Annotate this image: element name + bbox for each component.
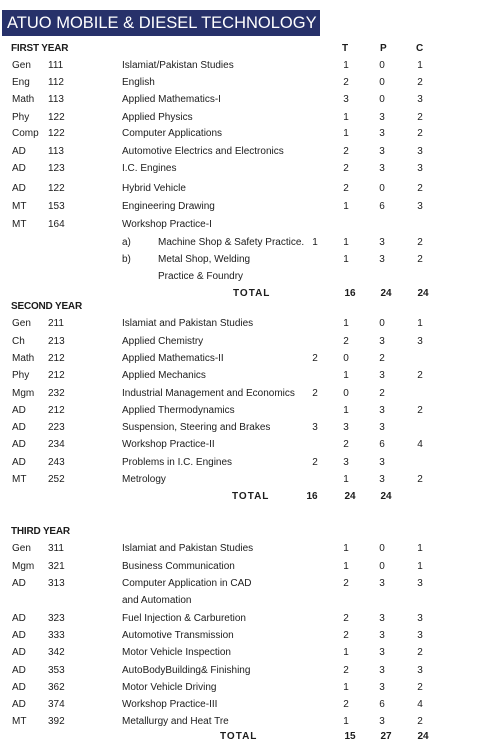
course-code: 153 [48,201,65,212]
total-practical: 27 [380,731,392,742]
course-dept: Math [12,94,35,105]
total-theory: 16 [344,288,356,299]
course-theory-hours: 2 [343,613,349,624]
course-theory-hours: 1 [343,60,349,71]
course-subject: and Automation [122,595,192,606]
course-credit-hours: 2 [417,112,423,123]
course-practical-hours: 3 [379,370,385,381]
course-dept: AD [12,578,26,589]
course-theory-hours: 1 [343,561,349,572]
course-code: 212 [48,370,65,381]
course-subject: Automotive Electrics and Electronics [122,146,284,157]
course-dept: AD [12,665,26,676]
total-label: TOTAL [233,288,271,299]
course-credit-hours: 3 [417,336,423,347]
course-subject: Metal Shop, Welding [158,254,251,265]
column-header-t: T [342,43,349,54]
course-credit-hours: 3 [417,146,423,157]
course-theory-hours: 1 [343,318,349,329]
course-practical-hours: 0 [379,60,385,71]
course-practical-hours: 3 [379,682,385,693]
total-label: TOTAL [220,731,258,742]
course-code: 113 [48,94,64,105]
course-credit-hours: 4 [417,699,423,710]
course-practical-hours: 3 [379,665,385,676]
course-credit-hours: 1 [417,543,423,554]
course-subject: Computer Applications [122,128,223,139]
course-subject: English [122,77,155,88]
course-practical-hours: 6 [379,201,385,212]
course-code: 122 [48,112,65,123]
sub-item-label: a) [122,237,131,248]
course-dept: AD [12,163,26,174]
course-code: 223 [48,422,65,433]
course-subject: Practice & Foundry [158,271,244,282]
total-practical: 24 [380,288,392,299]
course-subject: Motor Vehicle Inspection [122,647,231,658]
course-theory-hours: 1 [343,716,349,727]
course-dept: AD [12,457,26,468]
course-subject: Applied Mathematics-I [122,94,221,105]
course-code: 392 [48,716,65,727]
course-subject: Machine Shop & Safety Practice. [158,237,305,248]
course-theory-hours: 2 [343,336,349,347]
course-practical-hours: 2 [379,388,385,399]
course-dept: Eng [12,77,30,88]
course-dept: Ch [12,336,25,347]
course-credit-hours: 3 [417,665,423,676]
total-practical: 24 [380,491,392,502]
course-theory-hours: 2 [343,183,349,194]
course-theory-hours: 0 [343,353,349,364]
course-theory-hours: 3 [343,422,349,433]
section-heading: SECOND YEAR [11,301,82,312]
course-credit-hours: 2 [417,183,423,194]
course-extra-hours: 1 [312,237,318,248]
course-credit-hours: 3 [417,578,423,589]
sub-item-label: b) [122,254,131,265]
course-subject: Applied Mechanics [122,370,206,381]
course-code: 342 [48,647,65,658]
course-code: 243 [48,457,65,468]
total-credit: 24 [417,288,429,299]
course-credit-hours: 2 [417,237,423,248]
course-credit-hours: 2 [417,370,423,381]
course-dept: AD [12,613,26,624]
course-subject: AutoBodyBuilding& Finishing [122,665,251,676]
course-subject: Motor Vehicle Driving [122,682,217,693]
total-theory: 15 [344,731,356,742]
course-credit-hours: 2 [417,128,423,139]
course-subject: Workshop Practice-III [122,699,218,710]
course-practical-hours: 3 [379,716,385,727]
course-dept: AD [12,647,26,658]
course-practical-hours: 0 [379,94,385,105]
course-subject: Applied Physics [122,112,193,123]
course-dept: Phy [12,112,30,123]
total-extra: 16 [306,491,318,502]
course-extra-hours: 2 [312,353,318,364]
course-practical-hours: 0 [379,561,385,572]
course-theory-hours: 1 [343,370,349,381]
course-subject: Suspension, Steering and Brakes [122,422,271,433]
course-credit-hours: 1 [417,60,423,71]
course-theory-hours: 2 [343,146,349,157]
course-theory-hours: 1 [343,201,349,212]
course-practical-hours: 0 [379,543,385,554]
course-theory-hours: 2 [343,77,349,88]
course-code: 113 [48,146,64,157]
course-subject: Metrology [122,474,166,485]
course-code: 323 [48,613,65,624]
course-practical-hours: 0 [379,183,385,194]
course-dept: MT [12,716,27,727]
course-code: 232 [48,388,65,399]
course-practical-hours: 3 [379,146,385,157]
course-practical-hours: 3 [379,613,385,624]
course-subject: Workshop Practice-II [122,439,215,450]
course-practical-hours: 3 [379,112,385,123]
course-dept: MT [12,474,27,485]
course-practical-hours: 2 [379,353,385,364]
course-credit-hours: 2 [417,682,423,693]
course-dept: Gen [12,60,31,71]
course-extra-hours: 2 [312,457,318,468]
course-theory-hours: 2 [343,630,349,641]
course-subject: Hybrid Vehicle [122,183,186,194]
course-subject: I.C. Engines [122,163,177,174]
course-practical-hours: 3 [379,457,385,468]
course-credit-hours: 3 [417,163,423,174]
course-credit-hours: 3 [417,201,423,212]
course-subject: Problems in I.C. Engines [122,457,233,468]
course-practical-hours: 0 [379,77,385,88]
course-dept: Mgm [12,561,35,572]
course-practical-hours: 3 [379,422,385,433]
course-subject: Computer Application in CAD [122,578,252,589]
column-header-c: C [416,43,424,54]
course-theory-hours: 1 [343,128,349,139]
course-practical-hours: 6 [379,439,385,450]
course-code: 212 [48,353,65,364]
course-code: 164 [48,219,65,230]
course-code: 362 [48,682,65,693]
course-code: 313 [48,578,65,589]
course-dept: AD [12,682,26,693]
course-subject: Islamiat and Pakistan Studies [122,318,254,329]
course-dept: AD [12,405,26,416]
course-code: 252 [48,474,65,485]
course-code: 311 [48,543,64,554]
course-practical-hours: 3 [379,647,385,658]
course-practical-hours: 0 [379,318,385,329]
course-theory-hours: 1 [343,647,349,658]
course-practical-hours: 3 [379,405,385,416]
course-subject: Industrial Management and Economics [122,388,295,399]
course-subject: Workshop Practice-I [122,219,212,230]
course-theory-hours: 1 [343,543,349,554]
course-credit-hours: 4 [417,439,423,450]
course-credit-hours: 1 [417,318,423,329]
course-extra-hours: 2 [312,388,318,399]
course-dept: Mgm [12,388,35,399]
course-practical-hours: 3 [379,630,385,641]
course-theory-hours: 1 [343,254,349,265]
course-credit-hours: 2 [417,77,423,88]
course-theory-hours: 1 [343,112,349,123]
course-subject: Islamiat/Pakistan Studies [122,60,234,71]
course-dept: MT [12,201,27,212]
course-practical-hours: 3 [379,128,385,139]
course-subject: Engineering Drawing [122,201,215,212]
course-dept: AD [12,422,26,433]
course-subject: Metallurgy and Heat Tre [122,716,229,727]
course-credit-hours: 3 [417,613,423,624]
course-code: 333 [48,630,65,641]
course-theory-hours: 3 [343,457,349,468]
course-dept: AD [12,699,26,710]
course-credit-hours: 2 [417,254,423,265]
course-theory-hours: 0 [343,388,349,399]
course-credit-hours: 2 [417,716,423,727]
course-dept: AD [12,183,26,194]
course-code: 353 [48,665,65,676]
total-theory: 24 [344,491,356,502]
column-header-p: P [380,43,387,54]
course-code: 213 [48,336,65,347]
total-credit: 24 [417,731,429,742]
section-heading: FIRST YEAR [11,43,69,54]
course-subject: Applied Chemistry [122,336,204,347]
course-subject: Applied Thermodynamics [122,405,235,416]
course-theory-hours: 2 [343,163,349,174]
course-code: 111 [48,60,64,71]
course-credit-hours: 2 [417,474,423,485]
course-theory-hours: 1 [343,237,349,248]
course-code: 122 [48,183,65,194]
course-theory-hours: 2 [343,578,349,589]
course-dept: AD [12,439,26,450]
course-code: 122 [48,128,65,139]
course-extra-hours: 3 [312,422,318,433]
course-subject: Islamiat and Pakistan Studies [122,543,254,554]
course-dept: AD [12,146,26,157]
course-theory-hours: 1 [343,405,349,416]
section-heading: THIRD YEAR [11,526,70,537]
course-credit-hours: 3 [417,94,423,105]
course-code: 234 [48,439,65,450]
course-dept: Gen [12,543,31,554]
course-subject: Business Communication [122,561,235,572]
course-code: 211 [48,318,64,329]
course-credit-hours: 1 [417,561,423,572]
course-practical-hours: 6 [379,699,385,710]
course-dept: Phy [12,370,30,381]
course-dept: Gen [12,318,31,329]
course-theory-hours: 1 [343,682,349,693]
page-title: ATUO MOBILE & DIESEL TECHNOLOGY [2,10,320,36]
course-code: 212 [48,405,65,416]
course-theory-hours: 2 [343,665,349,676]
course-dept: Math [12,353,35,364]
course-dept: MT [12,219,27,230]
total-label: TOTAL [232,491,270,502]
course-practical-hours: 3 [379,254,385,265]
course-practical-hours: 3 [379,578,385,589]
course-practical-hours: 3 [379,336,385,347]
course-practical-hours: 3 [379,163,385,174]
course-theory-hours: 3 [343,94,349,105]
course-practical-hours: 3 [379,237,385,248]
course-code: 321 [48,561,65,572]
course-credit-hours: 3 [417,630,423,641]
course-theory-hours: 2 [343,699,349,710]
course-credit-hours: 2 [417,405,423,416]
course-code: 123 [48,163,65,174]
course-subject: Applied Mathematics-II [122,353,224,364]
course-theory-hours: 1 [343,474,349,485]
course-subject: Automotive Transmission [122,630,234,641]
course-code: 374 [48,699,65,710]
course-subject: Fuel Injection & Carburetion [122,613,246,624]
course-dept: Comp [12,128,39,139]
course-code: 112 [48,77,64,88]
course-theory-hours: 2 [343,439,349,450]
course-practical-hours: 3 [379,474,385,485]
course-credit-hours: 2 [417,647,423,658]
course-dept: AD [12,630,26,641]
